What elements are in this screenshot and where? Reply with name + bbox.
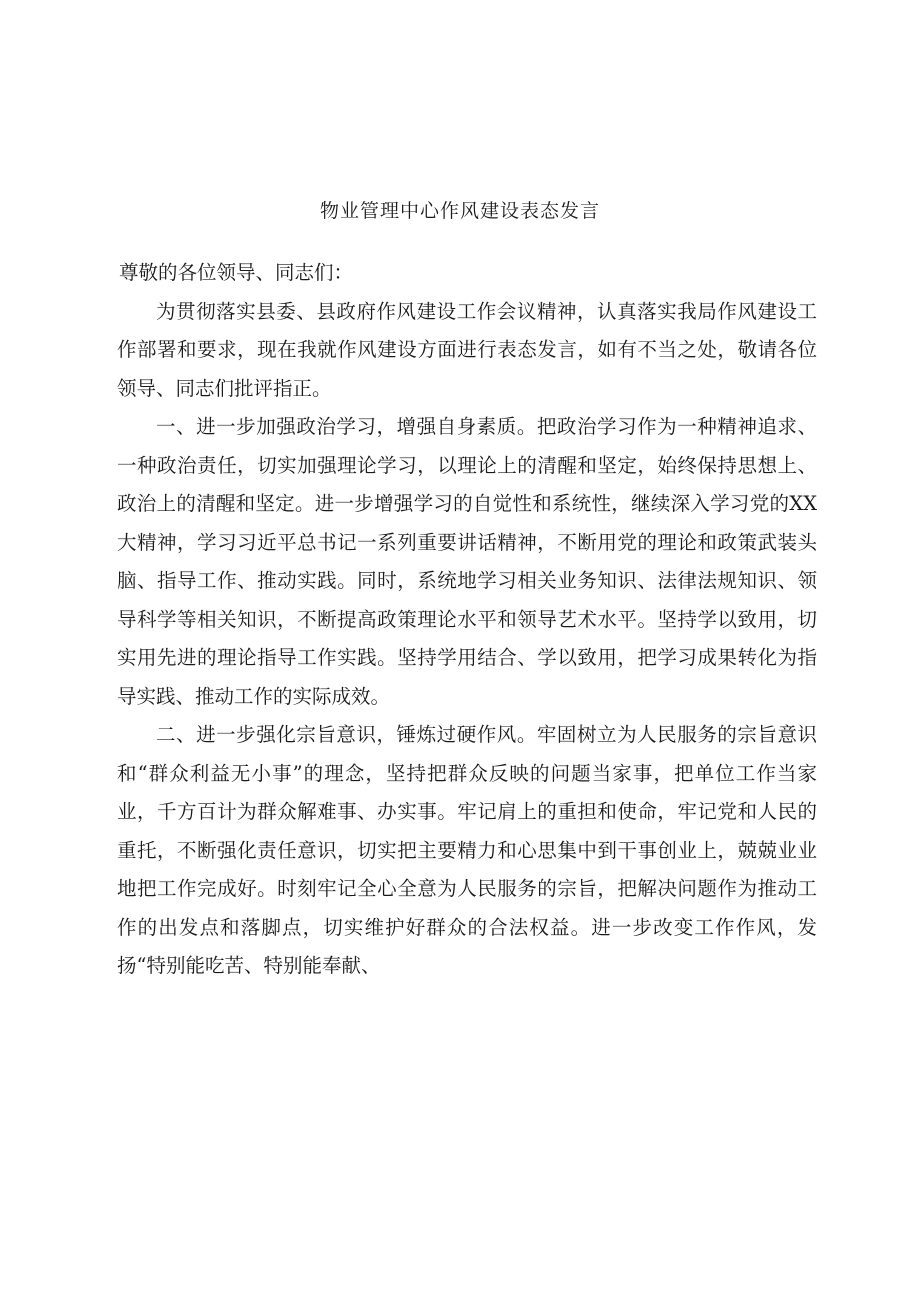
paragraph-intro: 为贯彻落实县委、县政府作风建设工作会议精神，认真落实我局作风建设工作部署和要求，现在我就作风建设方面进行表态发言，如有不当之处，敬请各位领导、同志们批评指正。 [117,299,817,400]
salutation: 尊敬的各位领导、同志们： [119,261,354,284]
document-body [117,254,817,986]
paragraph-section-two: 二、进一步强化宗旨意识，锤炼过硬作风。牢固树立为人民服务的宗旨意识和“群众利益无小事”的理念，坚持把群众反映的问题当家事，把单位工作当家业，千方百计为群众解难事、办实事。牢记肩上的重担和使命，牢记党和人民的重托，不断强化责任意识，切实把主要精力和心思集中到干事创业上，兢兢业业地把工作完成好。时刻牢记全心全意为人民服务的宗旨，把解决问题作为推动工作的出发点和落脚点，切实维护好群众的合法权益。进一步改变工作作风，发扬“特别能吃苦、特别能奉献、 [117,723,817,977]
document-title: 物业管理中心作风建设表态发言 [319,200,600,222]
paragraph-section-one: 一、进一步加强政治学习，增强自身素质。把政治学习作为一种精神追求、一种政治责任，切实加强理论学习，以理论上的清醒和坚定，始终保持思想上、政治上的清醒和坚定。进一步增强学习的自觉性和系统性，继续深入学习党的XX大精神，学习习近平总书记一系列重要讲话精神，不断用党的理论和政策武装头脑、指导工作、推动实践。同时，系统地学习相关业务知识、法律法规知识、领导科学等相关知识，不断提高政策理论水平和领导艺术水平。坚持学以致用，切实用先进的理论指导工作实践。坚持学用结合、学以致用，把学习成果转化为指导实践、推动工作的实际成效。 [117,415,817,708]
